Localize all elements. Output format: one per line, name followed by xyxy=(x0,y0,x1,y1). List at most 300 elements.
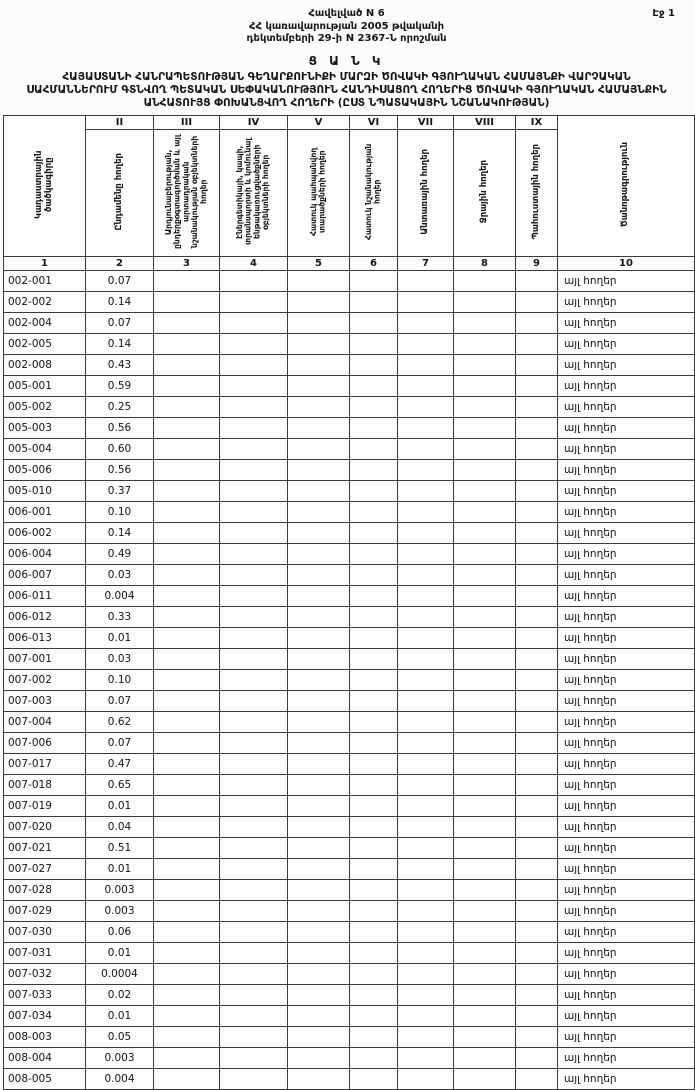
empty-cell xyxy=(398,334,454,355)
total-area-cell: 0.47 xyxy=(86,754,154,775)
empty-cell xyxy=(350,838,398,859)
note-cell: այլ հողեր xyxy=(558,523,695,544)
col-number-2: 2 xyxy=(86,257,154,271)
cadastral-code-cell: 007-003 xyxy=(4,691,86,712)
empty-cell xyxy=(288,985,350,1006)
empty-cell xyxy=(398,1048,454,1069)
empty-cell xyxy=(454,838,516,859)
appendix-block xyxy=(2,8,691,46)
total-area-cell: 0.56 xyxy=(86,418,154,439)
empty-cell xyxy=(288,838,350,859)
empty-cell xyxy=(154,439,220,460)
empty-cell xyxy=(454,607,516,628)
table-row xyxy=(4,796,695,817)
empty-cell xyxy=(398,607,454,628)
total-area-cell: 0.10 xyxy=(86,502,154,523)
empty-cell xyxy=(454,334,516,355)
empty-cell xyxy=(350,418,398,439)
empty-cell xyxy=(350,712,398,733)
table-row xyxy=(4,754,695,775)
empty-cell xyxy=(454,313,516,334)
empty-cell xyxy=(288,544,350,565)
total-area-cell: 0.003 xyxy=(86,880,154,901)
cadastral-code-cell: 002-001 xyxy=(4,271,86,292)
empty-cell xyxy=(350,817,398,838)
empty-cell xyxy=(350,502,398,523)
note-cell: այլ հողեր xyxy=(558,544,695,565)
empty-cell xyxy=(350,376,398,397)
empty-cell xyxy=(454,880,516,901)
col-header-water-lands: Ջրային հողեր xyxy=(454,130,516,257)
col-header-total-lands: Ընդամենը հողեր xyxy=(86,130,154,257)
col-number-3: 3 xyxy=(154,257,220,271)
empty-cell xyxy=(454,418,516,439)
empty-cell xyxy=(288,1048,350,1069)
empty-cell xyxy=(288,355,350,376)
empty-cell xyxy=(220,271,288,292)
cadastral-code-cell: 008-004 xyxy=(4,1048,86,1069)
table-body xyxy=(4,271,695,1090)
empty-cell xyxy=(350,523,398,544)
empty-cell xyxy=(516,607,558,628)
empty-cell xyxy=(398,712,454,733)
total-area-cell: 0.01 xyxy=(86,796,154,817)
table-row xyxy=(4,1006,695,1027)
total-area-cell: 0.03 xyxy=(86,565,154,586)
empty-cell xyxy=(398,544,454,565)
col-header-infrastructure-lands: Էներգետիկայի, կապի, տրանսպորտի և կոմունալ ենթակառուցվածքների օբյեկտների հողեր xyxy=(220,130,288,257)
empty-cell xyxy=(220,460,288,481)
note-cell: այլ հողեր xyxy=(558,733,695,754)
empty-cell xyxy=(154,502,220,523)
empty-cell xyxy=(398,586,454,607)
empty-cell xyxy=(454,376,516,397)
table-row xyxy=(4,313,695,334)
table-row xyxy=(4,838,695,859)
empty-cell xyxy=(398,628,454,649)
empty-cell xyxy=(398,922,454,943)
empty-cell xyxy=(220,1048,288,1069)
note-cell: այլ հողեր xyxy=(558,418,695,439)
empty-cell xyxy=(516,523,558,544)
empty-cell xyxy=(398,775,454,796)
empty-cell xyxy=(220,1027,288,1048)
note-cell: այլ հողեր xyxy=(558,1006,695,1027)
empty-cell xyxy=(154,355,220,376)
total-area-cell: 0.59 xyxy=(86,376,154,397)
cadastral-code-cell: 007-033 xyxy=(4,985,86,1006)
empty-cell xyxy=(454,775,516,796)
empty-cell xyxy=(516,859,558,880)
note-cell: այլ հողեր xyxy=(558,670,695,691)
empty-cell xyxy=(454,691,516,712)
empty-cell xyxy=(288,271,350,292)
empty-cell xyxy=(516,439,558,460)
note-cell: այլ հողեր xyxy=(558,901,695,922)
empty-cell xyxy=(288,565,350,586)
empty-cell xyxy=(220,922,288,943)
cadastral-code-cell: 006-001 xyxy=(4,502,86,523)
col-header-protected-lands: Հատուկ պահպանվող տարածքների հողեր xyxy=(288,130,350,257)
empty-cell xyxy=(154,775,220,796)
note-cell: այլ հողեր xyxy=(558,1048,695,1069)
empty-cell xyxy=(154,544,220,565)
empty-cell xyxy=(398,1069,454,1090)
empty-cell xyxy=(350,544,398,565)
note-cell: այլ հողեր xyxy=(558,628,695,649)
empty-cell xyxy=(220,397,288,418)
empty-cell xyxy=(454,481,516,502)
empty-cell xyxy=(516,292,558,313)
cadastral-code-cell: 005-001 xyxy=(4,376,86,397)
note-cell: այլ հողեր xyxy=(558,796,695,817)
cadastral-code-cell: 006-011 xyxy=(4,586,86,607)
total-area-cell: 0.02 xyxy=(86,985,154,1006)
cadastral-code-cell: 002-008 xyxy=(4,355,86,376)
empty-cell xyxy=(220,355,288,376)
table-row xyxy=(4,460,695,481)
table-row xyxy=(4,712,695,733)
cadastral-code-cell: 006-002 xyxy=(4,523,86,544)
empty-cell xyxy=(154,859,220,880)
empty-cell xyxy=(516,481,558,502)
empty-cell xyxy=(398,1027,454,1048)
empty-cell xyxy=(220,292,288,313)
empty-cell xyxy=(288,1027,350,1048)
empty-cell xyxy=(288,922,350,943)
empty-cell xyxy=(516,754,558,775)
empty-cell xyxy=(398,754,454,775)
empty-cell xyxy=(516,1027,558,1048)
total-area-cell: 0.01 xyxy=(86,1006,154,1027)
empty-cell xyxy=(154,565,220,586)
empty-cell xyxy=(220,943,288,964)
table-row xyxy=(4,376,695,397)
empty-cell xyxy=(220,901,288,922)
roman-numeral-row xyxy=(4,116,695,130)
note-cell: այլ հողեր xyxy=(558,271,695,292)
empty-cell xyxy=(220,649,288,670)
document-title: Ց Ա Ն Կ xyxy=(308,54,385,68)
table-row xyxy=(4,544,695,565)
total-area-cell: 0.56 xyxy=(86,460,154,481)
empty-cell xyxy=(398,670,454,691)
note-cell: այլ հողեր xyxy=(558,712,695,733)
table-header xyxy=(4,116,695,271)
empty-cell xyxy=(288,502,350,523)
total-area-cell: 0.10 xyxy=(86,670,154,691)
note-cell: այլ հողեր xyxy=(558,943,695,964)
table-row xyxy=(4,292,695,313)
table-row xyxy=(4,670,695,691)
empty-cell xyxy=(454,628,516,649)
empty-cell xyxy=(454,586,516,607)
empty-cell xyxy=(454,397,516,418)
table-row xyxy=(4,859,695,880)
total-area-cell: 0.07 xyxy=(86,313,154,334)
total-area-cell: 0.25 xyxy=(86,397,154,418)
empty-cell xyxy=(350,922,398,943)
empty-cell xyxy=(288,523,350,544)
empty-cell xyxy=(516,544,558,565)
total-area-cell: 0.01 xyxy=(86,943,154,964)
note-cell: այլ հողեր xyxy=(558,397,695,418)
empty-cell xyxy=(516,712,558,733)
col-number-10: 10 xyxy=(558,257,695,271)
empty-cell xyxy=(398,481,454,502)
note-cell: այլ հողեր xyxy=(558,439,695,460)
empty-cell xyxy=(398,397,454,418)
empty-cell xyxy=(454,355,516,376)
empty-cell xyxy=(516,460,558,481)
table-row xyxy=(4,817,695,838)
empty-cell xyxy=(350,481,398,502)
empty-cell xyxy=(350,313,398,334)
roman-numeral-VII: VII xyxy=(398,116,454,130)
empty-cell xyxy=(454,460,516,481)
empty-cell xyxy=(288,313,350,334)
empty-cell xyxy=(454,1048,516,1069)
empty-cell xyxy=(398,859,454,880)
total-area-cell: 0.004 xyxy=(86,1069,154,1090)
empty-cell xyxy=(154,838,220,859)
empty-cell xyxy=(220,418,288,439)
empty-cell xyxy=(154,523,220,544)
note-cell: այլ հողեր xyxy=(558,775,695,796)
empty-cell xyxy=(288,607,350,628)
table-row xyxy=(4,439,695,460)
cadastral-code-cell: 002-005 xyxy=(4,334,86,355)
empty-cell xyxy=(288,292,350,313)
empty-cell xyxy=(516,376,558,397)
empty-cell xyxy=(220,691,288,712)
empty-cell xyxy=(154,1069,220,1090)
empty-cell xyxy=(220,607,288,628)
note-cell: այլ հողեր xyxy=(558,649,695,670)
cadastral-code-cell: 007-019 xyxy=(4,796,86,817)
roman-numeral-II: II xyxy=(86,116,154,130)
total-area-cell: 0.14 xyxy=(86,523,154,544)
empty-cell xyxy=(398,691,454,712)
total-area-cell: 0.0004 xyxy=(86,964,154,985)
total-area-cell: 0.07 xyxy=(86,733,154,754)
cadastral-code-cell: 006-013 xyxy=(4,628,86,649)
empty-cell xyxy=(220,502,288,523)
empty-cell xyxy=(154,397,220,418)
empty-cell xyxy=(516,418,558,439)
cadastral-code-cell: 002-002 xyxy=(4,292,86,313)
total-area-cell: 0.33 xyxy=(86,607,154,628)
empty-cell xyxy=(398,733,454,754)
note-cell: այլ հողեր xyxy=(558,481,695,502)
empty-cell xyxy=(220,439,288,460)
empty-cell xyxy=(220,313,288,334)
empty-cell xyxy=(398,313,454,334)
note-cell: այլ հողեր xyxy=(558,586,695,607)
empty-cell xyxy=(398,1006,454,1027)
table-row xyxy=(4,502,695,523)
empty-cell xyxy=(220,859,288,880)
empty-cell xyxy=(154,418,220,439)
empty-cell xyxy=(288,817,350,838)
col-header-note xyxy=(558,116,695,257)
empty-cell xyxy=(154,1027,220,1048)
note-cell: այլ հողեր xyxy=(558,355,695,376)
empty-cell xyxy=(288,481,350,502)
empty-cell xyxy=(288,334,350,355)
empty-cell xyxy=(454,796,516,817)
roman-numeral-III: III xyxy=(154,116,220,130)
cadastral-code-cell: 007-030 xyxy=(4,922,86,943)
empty-cell xyxy=(516,565,558,586)
col-number-7: 7 xyxy=(398,257,454,271)
cadastral-code-cell: 005-010 xyxy=(4,481,86,502)
table-row xyxy=(4,775,695,796)
note-cell: այլ հողեր xyxy=(558,334,695,355)
cadastral-code-cell: 007-004 xyxy=(4,712,86,733)
empty-cell xyxy=(154,943,220,964)
empty-cell xyxy=(516,586,558,607)
total-area-cell: 0.49 xyxy=(86,544,154,565)
empty-cell xyxy=(154,628,220,649)
appendix-line-3: դեկտեմբերի 29-ի N 2367-Ն որոշման xyxy=(246,33,447,44)
empty-cell xyxy=(350,565,398,586)
total-area-cell: 0.03 xyxy=(86,649,154,670)
empty-cell xyxy=(350,1048,398,1069)
empty-cell xyxy=(516,733,558,754)
table-row xyxy=(4,922,695,943)
empty-cell xyxy=(288,649,350,670)
empty-cell xyxy=(398,880,454,901)
roman-numeral-IV: IV xyxy=(220,116,288,130)
empty-cell xyxy=(288,691,350,712)
empty-cell xyxy=(154,1048,220,1069)
cadastral-code-cell: 007-006 xyxy=(4,733,86,754)
total-area-cell: 0.14 xyxy=(86,292,154,313)
note-cell: այլ հողեր xyxy=(558,922,695,943)
empty-cell xyxy=(220,565,288,586)
empty-cell xyxy=(220,586,288,607)
empty-cell xyxy=(516,397,558,418)
table-row xyxy=(4,733,695,754)
empty-cell xyxy=(398,460,454,481)
empty-cell xyxy=(154,313,220,334)
empty-cell xyxy=(350,775,398,796)
table-row xyxy=(4,985,695,1006)
empty-cell xyxy=(516,1069,558,1090)
empty-cell xyxy=(350,859,398,880)
empty-cell xyxy=(516,628,558,649)
empty-cell xyxy=(350,397,398,418)
cadastral-code-cell: 007-017 xyxy=(4,754,86,775)
empty-cell xyxy=(220,670,288,691)
empty-cell xyxy=(350,796,398,817)
cadastral-code-cell: 008-003 xyxy=(4,1027,86,1048)
empty-cell xyxy=(350,1069,398,1090)
empty-cell xyxy=(516,817,558,838)
empty-cell xyxy=(288,670,350,691)
total-area-cell: 0.01 xyxy=(86,628,154,649)
empty-cell xyxy=(350,733,398,754)
empty-cell xyxy=(288,943,350,964)
empty-cell xyxy=(398,292,454,313)
empty-cell xyxy=(154,754,220,775)
empty-cell xyxy=(220,796,288,817)
empty-cell xyxy=(220,376,288,397)
empty-cell xyxy=(154,733,220,754)
empty-cell xyxy=(220,838,288,859)
empty-cell xyxy=(516,649,558,670)
empty-cell xyxy=(454,1027,516,1048)
table-row xyxy=(4,418,695,439)
table-row xyxy=(4,397,695,418)
empty-cell xyxy=(350,628,398,649)
empty-cell xyxy=(154,880,220,901)
empty-cell xyxy=(398,523,454,544)
note-cell: այլ հողեր xyxy=(558,502,695,523)
empty-cell xyxy=(398,439,454,460)
empty-cell xyxy=(454,712,516,733)
note-cell: այլ հողեր xyxy=(558,880,695,901)
empty-cell xyxy=(516,985,558,1006)
empty-cell xyxy=(288,733,350,754)
empty-cell xyxy=(516,691,558,712)
note-cell: այլ հողեր xyxy=(558,817,695,838)
empty-cell xyxy=(398,376,454,397)
total-area-cell: 0.07 xyxy=(86,691,154,712)
empty-cell xyxy=(154,922,220,943)
empty-cell xyxy=(154,901,220,922)
empty-cell xyxy=(454,292,516,313)
total-area-cell: 0.65 xyxy=(86,775,154,796)
empty-cell xyxy=(454,985,516,1006)
empty-cell xyxy=(288,901,350,922)
empty-cell xyxy=(288,628,350,649)
empty-cell xyxy=(154,460,220,481)
cadastral-code-cell: 007-018 xyxy=(4,775,86,796)
empty-cell xyxy=(154,586,220,607)
table-row xyxy=(4,607,695,628)
empty-cell xyxy=(516,775,558,796)
cadastral-code-cell: 006-004 xyxy=(4,544,86,565)
empty-cell xyxy=(454,649,516,670)
table-row xyxy=(4,355,695,376)
empty-cell xyxy=(398,418,454,439)
table-row xyxy=(4,1069,695,1090)
col-header-reserve-lands: Պահուստային հողեր xyxy=(516,130,558,257)
empty-cell xyxy=(288,376,350,397)
note-cell: այլ հողեր xyxy=(558,838,695,859)
table-row xyxy=(4,628,695,649)
empty-cell xyxy=(454,733,516,754)
empty-cell xyxy=(350,355,398,376)
empty-cell xyxy=(288,859,350,880)
cadastral-code-cell: 007-027 xyxy=(4,859,86,880)
col-number-8: 8 xyxy=(454,257,516,271)
empty-cell xyxy=(398,502,454,523)
empty-cell xyxy=(288,796,350,817)
total-area-cell: 0.01 xyxy=(86,859,154,880)
empty-cell xyxy=(350,901,398,922)
roman-numeral-IX: IX xyxy=(516,116,558,130)
empty-cell xyxy=(154,649,220,670)
col-header-cadastral-code xyxy=(4,116,86,257)
table-row xyxy=(4,586,695,607)
total-area-cell: 0.37 xyxy=(86,481,154,502)
note-cell: այլ հողեր xyxy=(558,565,695,586)
empty-cell xyxy=(454,859,516,880)
empty-cell xyxy=(350,754,398,775)
